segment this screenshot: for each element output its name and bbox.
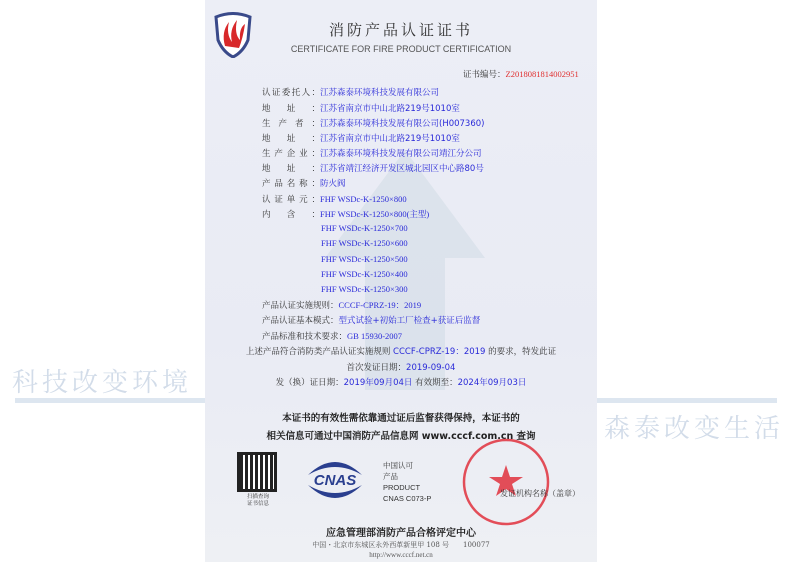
issue-validity xyxy=(205,376,597,388)
field-standard xyxy=(262,330,402,342)
model-item: FHF WSDc-K-1250×600 xyxy=(321,238,408,248)
field-label: 内含： xyxy=(262,210,320,220)
field-manufacturer xyxy=(262,147,482,159)
certificate-subtitle: CERTIFICATE FOR FIRE PRODUCT CERTIFICATION xyxy=(290,44,512,54)
field-value: 江苏森泰环境科技发展有限公司(H007360) xyxy=(320,119,485,129)
cnas-line: 中国认可 xyxy=(383,461,413,470)
cnas-line: PRODUCT xyxy=(383,483,421,492)
field-value: 江苏森泰环境科技发展有限公司 xyxy=(320,88,440,98)
field-label: 地址： xyxy=(262,104,320,114)
certificate-number xyxy=(463,68,579,80)
official-seal-stamp xyxy=(461,437,551,527)
organization-address: 中国・北京市东城区永外西革新里甲 108 号 100077 xyxy=(312,541,490,549)
field-value: 江苏省靖江经济开发区城北园区中心路80号 xyxy=(320,164,484,174)
issuing-organization: 应急管理部消防产品合格评定中心 xyxy=(326,528,476,539)
model-item: FHF WSDc-K-1250×700 xyxy=(321,223,408,233)
field-includes xyxy=(262,208,429,220)
field-value: CCCF-CPRZ-19：2019 xyxy=(338,300,422,310)
watermark-band-right xyxy=(597,398,777,403)
field-value: 2024年09月03日 xyxy=(457,378,527,388)
field-value: 江苏省南京市中山北路219号1010室 xyxy=(320,134,460,144)
watermark-left: 科技改变环境 xyxy=(12,368,193,398)
certificate xyxy=(205,0,597,562)
qr-code[interactable] xyxy=(237,452,277,492)
field-label: 认证委托人： xyxy=(262,88,320,98)
field-value: GB 15930-2007 xyxy=(347,331,403,341)
field-mode xyxy=(262,314,480,326)
watermark-right: 森泰改变生活 xyxy=(604,414,785,444)
field-label: 产品名称： xyxy=(262,179,320,189)
field-value: 2019-09-04 xyxy=(406,363,456,373)
certificate-title: 消防产品认证证书 xyxy=(328,21,473,39)
field-label: 发（换）证日期： xyxy=(275,378,344,388)
validity-note-1: 本证书的有效性需依靠通过证后监督获得保持，本证书的 xyxy=(282,413,520,424)
field-producer xyxy=(262,117,484,129)
cert-no-label: 证书编号： xyxy=(463,70,506,80)
field-unit xyxy=(262,193,407,205)
seal-caption: 发证机构名称（盖章） xyxy=(500,489,580,498)
cnas-logo-icon xyxy=(300,455,370,503)
field-address-3 xyxy=(262,162,484,174)
field-value: FHF WSDc-K-1250×800 xyxy=(320,194,407,204)
field-rule xyxy=(262,299,421,311)
statement-text: 的要求，特发此证 xyxy=(488,347,557,357)
qr-caption xyxy=(233,494,283,508)
validity-note-2: 相关信息可通过中国消防产品信息网 www.cccf.com.cn 查询 xyxy=(266,431,536,442)
field-value: 江苏省南京市中山北路219号1010室 xyxy=(320,104,460,114)
field-label: 产品标准和技术要求： xyxy=(262,332,348,342)
field-label: 首次发证日期： xyxy=(346,363,407,373)
qr-label: 证书信息 xyxy=(246,501,269,507)
field-label: 产品认证基本模式： xyxy=(262,316,339,326)
field-label: 生产者： xyxy=(262,119,320,129)
field-value: 2019年09月04日 xyxy=(343,378,413,388)
statement-text: 上述产品符合消防类产品认证实施规则 xyxy=(245,347,391,357)
field-address-1 xyxy=(262,102,460,114)
svg-text:CNAS: CNAS xyxy=(313,472,357,489)
field-applicant xyxy=(262,86,439,98)
field-label: 认证单元： xyxy=(262,195,320,205)
cnas-line: CNAS C073-P xyxy=(383,494,432,503)
organization-url[interactable]: http://www.cccf.net.cn xyxy=(369,551,433,559)
statement-rule: CCCF-CPRZ-19：2019 xyxy=(393,347,486,357)
model-item: FHF WSDc-K-1250×300 xyxy=(321,284,408,294)
field-value: 防火阀 xyxy=(320,179,346,189)
field-address-2 xyxy=(262,132,460,144)
field-label: 地址： xyxy=(262,164,320,174)
cert-no-value: Z2018081814002951 xyxy=(505,69,579,79)
field-label: 地址： xyxy=(262,134,320,144)
field-value: 型式试验+初始工厂检查+获证后监督 xyxy=(338,316,481,326)
first-issue-date xyxy=(205,361,597,373)
field-product-name xyxy=(262,177,346,189)
field-value: FHF WSDc-K-1250×800(主型) xyxy=(320,209,430,219)
cnas-text xyxy=(383,460,431,504)
model-item: FHF WSDc-K-1250×500 xyxy=(321,254,408,264)
cnas-line: 产品 xyxy=(383,472,398,481)
qr-label: 扫描查询 xyxy=(246,494,269,500)
field-label: 产品认证实施规则： xyxy=(262,301,339,311)
statement xyxy=(205,345,597,357)
field-label: 生产企业： xyxy=(262,149,320,159)
model-item: FHF WSDc-K-1250×400 xyxy=(321,269,408,279)
field-label: 有效期至： xyxy=(415,378,458,388)
field-value: 江苏森泰环境科技发展有限公司靖江分公司 xyxy=(320,149,482,159)
